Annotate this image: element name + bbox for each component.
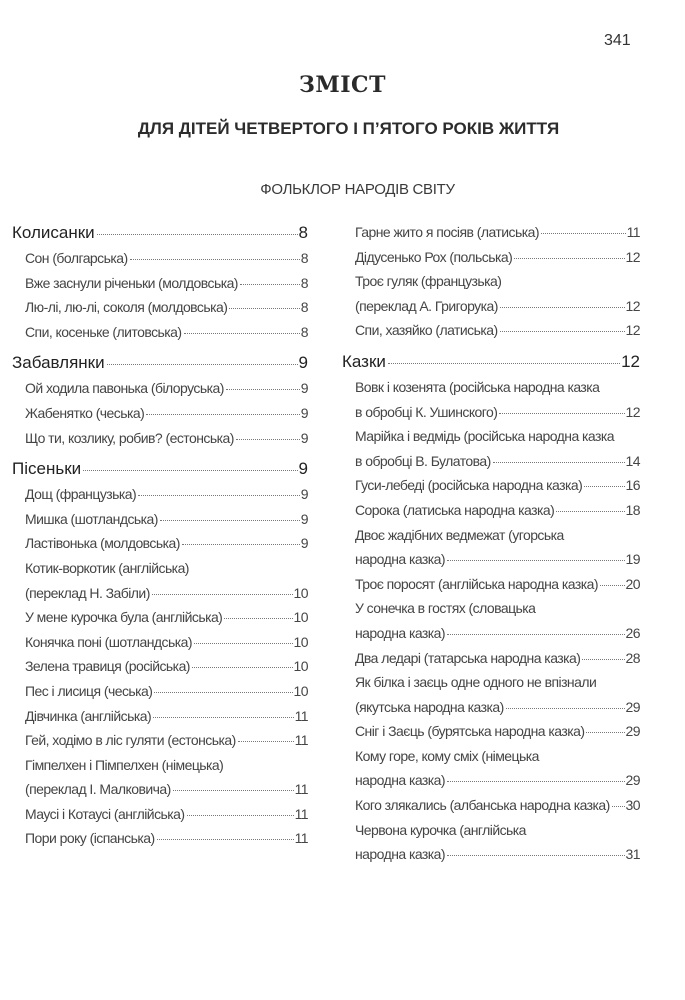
dot-leader: [447, 781, 624, 782]
dot-leader: [160, 520, 300, 521]
toc-entry[interactable]: [342, 646, 640, 671]
toc-entry-line: [25, 295, 308, 320]
toc-entry[interactable]: [12, 376, 308, 401]
toc-heading[interactable]: [342, 349, 640, 375]
toc-entry[interactable]: [342, 793, 640, 818]
toc-entry-page: 9: [300, 429, 308, 446]
dot-leader: [192, 667, 293, 668]
toc-entry-text: Сніг і Заєць (бурятська народна казка): [355, 723, 585, 740]
dot-leader: [582, 659, 624, 660]
toc-entry[interactable]: [342, 719, 640, 744]
toc-entry[interactable]: [342, 220, 640, 245]
toc-entry-page: 30: [625, 797, 640, 814]
toc-entry-page: 10: [293, 633, 308, 650]
toc-entry[interactable]: [342, 318, 640, 343]
toc-entry-line: [355, 245, 640, 270]
toc-entry-page: 11: [294, 732, 308, 749]
dot-leader: [229, 308, 299, 309]
toc-entry-text: в обробці В. Булатова): [355, 452, 491, 469]
toc-entry-page: 8: [300, 274, 308, 291]
toc-entry-text: Двоє жадібних ведмежат (угорська: [355, 526, 564, 543]
dot-leader: [97, 234, 298, 235]
toc-entry-line: [25, 630, 308, 655]
page-subtitle: ДЛЯ ДІТЕЙ ЧЕТВЕРТОГО І П’ЯТОГО РОКІВ ЖИТТЯ: [137, 119, 560, 138]
toc-entry-line: [25, 581, 308, 606]
toc-entry-line: [25, 654, 308, 679]
toc-entry-text: Зелена травиця (російська): [25, 658, 190, 675]
toc-heading-page: 9: [298, 459, 308, 479]
toc-entry-text: Дівчинка (англійська): [25, 707, 152, 724]
page-title: ЗМІСТ: [299, 72, 386, 98]
toc-entry-text: Дощ (французька): [25, 486, 137, 503]
toc-entry-line: [355, 473, 640, 498]
toc-entry[interactable]: [12, 556, 308, 605]
toc-entry[interactable]: [12, 320, 308, 345]
toc-heading-title: Пісеньки: [12, 459, 82, 479]
toc-entry[interactable]: [342, 572, 640, 597]
toc-entry-line: [355, 220, 640, 245]
toc-entry[interactable]: [12, 295, 308, 320]
toc-entry[interactable]: [12, 654, 308, 679]
dot-leader: [447, 634, 624, 635]
dot-leader: [157, 839, 294, 840]
dot-leader: [154, 692, 292, 693]
toc-entry-line: [355, 400, 640, 425]
toc-entry-page: 11: [294, 805, 308, 822]
dot-leader: [514, 258, 624, 259]
dot-leader: [506, 708, 625, 709]
toc-entry-text: Спи, косеньке (литовська): [25, 323, 182, 340]
toc-entry[interactable]: [12, 401, 308, 426]
toc-entry-page: 26: [625, 624, 640, 641]
toc-entry-page: 29: [625, 723, 640, 740]
toc-entry-line: [355, 547, 640, 572]
toc-entry-line: [355, 719, 640, 744]
toc-entry-line: [355, 269, 640, 294]
dot-leader: [138, 495, 300, 496]
dot-leader: [182, 544, 300, 545]
toc-entry-line: [25, 426, 308, 451]
toc-entry-text: народна казка): [355, 624, 446, 641]
toc-entry-page: 12: [625, 322, 640, 339]
toc-entry-text: Конячка поні (шотландська): [25, 633, 192, 650]
toc-entry-text: Троє поросят (англійська народна казка): [355, 575, 598, 592]
toc-entry[interactable]: [342, 375, 640, 424]
dot-leader: [236, 439, 300, 440]
toc-entry-text: Ластівонька (молдовська): [25, 535, 180, 552]
toc-entry-line: [25, 401, 308, 426]
toc-entry-page: 19: [625, 551, 640, 568]
toc-entry-line: [355, 596, 640, 621]
toc-entry-line: [25, 802, 308, 827]
toc-entry[interactable]: [12, 630, 308, 655]
toc-entry-page: 9: [300, 535, 308, 552]
toc-entry-text: Маусі і Котаусі (англійська): [25, 805, 185, 822]
dot-leader: [556, 511, 624, 512]
toc-entry-text: Два ледарі (татарська народна казка): [355, 649, 581, 666]
toc-entry-text: (якутська народна казка): [355, 698, 504, 715]
toc-entry[interactable]: [342, 670, 640, 719]
toc-entry-page: 12: [625, 248, 640, 265]
dot-leader: [447, 855, 624, 856]
toc-entry-text: народна казка): [355, 551, 446, 568]
toc-entry-line: [355, 793, 640, 818]
toc-entry-page: 11: [294, 781, 308, 798]
toc-entry[interactable]: [342, 269, 640, 318]
dot-leader: [586, 732, 624, 733]
toc-entry-page: 16: [625, 477, 640, 494]
toc-entry-text: Червона курочка (англійська: [355, 821, 526, 838]
toc-column-left: [12, 220, 308, 851]
toc-entry-line: [25, 753, 308, 778]
toc-entry[interactable]: [12, 704, 308, 729]
toc-entry-line: [355, 768, 640, 793]
toc-entry-page: 29: [625, 772, 640, 789]
toc-entry[interactable]: [342, 596, 640, 645]
toc-entry[interactable]: [342, 818, 640, 867]
toc-entry-line: [25, 507, 308, 532]
toc-entry-text: У сонечка в гостях (словацька: [355, 600, 536, 617]
toc-entry-text: (переклад А. Григорука): [355, 297, 498, 314]
dot-leader: [388, 363, 620, 364]
toc-entry-text: У мене курочка була (англійська): [25, 609, 223, 626]
toc-entry-text: Вовк і козенята (російська народна казка: [355, 378, 600, 395]
toc-entry-page: 11: [294, 707, 308, 724]
toc-entry-page: 8: [300, 299, 308, 316]
dot-leader: [600, 585, 625, 586]
toc-entry-text: Дідусенько Рох (польська): [355, 248, 513, 265]
toc-entry-line: [25, 320, 308, 345]
toc-entry-text: Пес і лисиця (чеська): [25, 682, 153, 699]
toc-entry-line: [25, 704, 308, 729]
toc-entry-line: [355, 294, 640, 319]
page-number: 341: [604, 32, 631, 49]
toc-entry-line: [355, 572, 640, 597]
toc-entry-line: [355, 449, 640, 474]
toc-heading-page: 8: [298, 223, 308, 242]
dot-leader: [83, 470, 297, 471]
toc-entry-page: 8: [300, 250, 308, 266]
toc-entry-text: Сорока (латиська народна казка): [355, 501, 555, 518]
toc-entry[interactable]: [342, 744, 640, 793]
dot-leader: [240, 284, 300, 285]
toc-entry-text: Вже заснули річеньки (молдовська): [25, 274, 238, 291]
toc-entry-text: Пори року (іспанська): [25, 830, 155, 847]
toc-entry[interactable]: [12, 482, 308, 507]
toc-heading[interactable]: [12, 350, 308, 376]
dot-leader: [153, 717, 294, 718]
toc-entry-page: 31: [625, 846, 640, 863]
toc-entry-page: 20: [625, 575, 640, 592]
dot-leader: [493, 462, 625, 463]
dot-leader: [612, 806, 625, 807]
toc-entry-line: [355, 498, 640, 523]
dot-leader: [447, 560, 624, 561]
toc-entry-line: [25, 728, 308, 753]
dot-leader: [130, 259, 300, 260]
toc-entry-line: [355, 670, 640, 695]
dot-leader: [499, 413, 624, 414]
toc-entry-text: Лю-лі, лю-лі, соколя (молдовська): [25, 299, 228, 316]
toc-entry-line: [355, 695, 640, 720]
toc-entry[interactable]: [12, 728, 308, 753]
toc-entry-text: Марійка і ведмідь (російська народна казка: [355, 428, 614, 445]
toc-entry[interactable]: [12, 753, 308, 802]
toc-entry[interactable]: [342, 473, 640, 498]
toc-entry-line: [355, 318, 640, 343]
toc-entry-line: [25, 246, 308, 271]
toc-entry-line: [25, 271, 308, 296]
dot-leader: [107, 364, 298, 365]
toc-heading-title: Казки: [342, 351, 386, 371]
toc-entry-page: 10: [293, 682, 308, 699]
toc-entry-line: [355, 818, 640, 843]
toc-entry[interactable]: [342, 245, 640, 270]
dot-leader: [226, 389, 300, 390]
toc-entry-text: народна казка): [355, 772, 446, 789]
toc-entry-text: Як білка і заєць одне одного не впізнали: [355, 674, 597, 691]
toc-entry-page: 12: [625, 297, 640, 314]
toc-entry-line: [25, 531, 308, 556]
toc-entry-page: 10: [293, 609, 308, 626]
toc-entry-line: [25, 679, 308, 704]
dot-leader: [187, 815, 294, 816]
toc-entry-page: 11: [294, 830, 308, 847]
dot-leader: [500, 307, 625, 308]
toc-entry-line: [355, 375, 640, 400]
toc-entry[interactable]: [12, 679, 308, 704]
toc-entry[interactable]: [12, 271, 308, 296]
toc-entry-page: 9: [300, 404, 308, 421]
toc-entry[interactable]: [342, 424, 640, 473]
toc-entry[interactable]: [12, 605, 308, 630]
dot-leader: [500, 331, 625, 332]
toc-entry[interactable]: [12, 826, 308, 851]
toc-entry[interactable]: [12, 507, 308, 532]
toc-entry-text: Спи, хазяйко (латиська): [355, 322, 498, 339]
dot-leader: [152, 594, 293, 595]
toc-entry-page: 12: [625, 403, 640, 420]
toc-entry-text: Кому горе, кому сміх (німецька: [355, 747, 539, 764]
toc-entry-text: Гарне жито я посіяв (латиська): [355, 224, 539, 240]
toc-entry-line: [25, 826, 308, 851]
dot-leader: [238, 741, 294, 742]
dot-leader: [184, 333, 300, 334]
toc-entry-text: Ой ходила павонька (білоруська): [25, 380, 224, 397]
dot-leader: [173, 790, 294, 791]
dot-leader: [224, 618, 292, 619]
toc-entry-text: Гуси-лебеді (російська народна казка): [355, 477, 583, 494]
toc-heading-title: Колисанки: [12, 223, 95, 242]
toc-entry-line: [25, 376, 308, 401]
toc-heading[interactable]: [12, 456, 308, 482]
toc-entry-text: Сон (болгарська): [25, 250, 128, 266]
toc-entry-line: [25, 556, 308, 581]
toc-heading-page: 12: [621, 351, 640, 371]
toc-entry[interactable]: [12, 802, 308, 827]
toc-entry-page: 10: [293, 584, 308, 601]
toc-entry-text: Мишка (шотландська): [25, 510, 158, 527]
toc-entry-line: [355, 424, 640, 449]
dot-leader: [194, 643, 293, 644]
toc-entry-page: 11: [626, 224, 640, 240]
toc-column-right: [342, 220, 640, 867]
toc-heading-title: Забавлянки: [12, 353, 105, 373]
dot-leader: [584, 486, 624, 487]
toc-entry-line: [25, 777, 308, 802]
toc-entry-text: (переклад Н. Забіли): [25, 584, 150, 601]
toc-entry-page: 8: [300, 323, 308, 340]
toc-heading-page: 9: [298, 353, 308, 373]
toc-entry-text: Кого злякались (албанська народна казка): [355, 797, 610, 814]
dot-leader: [146, 414, 300, 415]
toc-entry-text: народна казка): [355, 846, 446, 863]
toc-entry-page: 14: [625, 452, 640, 469]
toc-entry-line: [25, 482, 308, 507]
toc-entry-page: 9: [300, 510, 308, 527]
toc-entry[interactable]: [342, 523, 640, 572]
toc-entry[interactable]: [342, 498, 640, 523]
toc-entry-line: [355, 842, 640, 867]
toc-entry[interactable]: [12, 531, 308, 556]
toc-entry-line: [355, 621, 640, 646]
toc-entry-text: (переклад І. Малковича): [25, 781, 171, 798]
toc-entry-line: [25, 605, 308, 630]
toc-entry-text: Троє гуляк (французька): [355, 273, 502, 290]
toc-entry-page: 28: [625, 649, 640, 666]
toc-entry-text: Гімпелхен і Пімпелхен (німецька): [25, 756, 224, 773]
dot-leader: [541, 233, 626, 234]
toc-entry-text: Що ти, козлику, робив? (естонська): [25, 429, 234, 446]
toc-entry-line: [355, 523, 640, 548]
toc-heading[interactable]: [12, 220, 308, 246]
toc-entry[interactable]: [12, 246, 308, 271]
toc-entry-text: Жабенятко (чеська): [25, 404, 145, 421]
toc-entry-page: 18: [625, 501, 640, 518]
toc-entry-page: 29: [625, 698, 640, 715]
toc-entry[interactable]: [12, 426, 308, 451]
toc-entry-text: Котик-воркотик (англійська): [25, 559, 189, 576]
toc-entry-page: 9: [300, 380, 308, 397]
toc-entry-page: 9: [300, 486, 308, 503]
section-title: ФОЛЬКЛОР НАРОДІВ СВІТУ: [260, 181, 455, 198]
toc-entry-page: 10: [293, 658, 308, 675]
toc-entry-text: Гей, ходімо в ліс гуляти (естонська): [25, 732, 236, 749]
toc-entry-line: [355, 744, 640, 769]
toc-entry-line: [355, 646, 640, 671]
toc-entry-text: в обробці К. Ушинского): [355, 403, 498, 420]
